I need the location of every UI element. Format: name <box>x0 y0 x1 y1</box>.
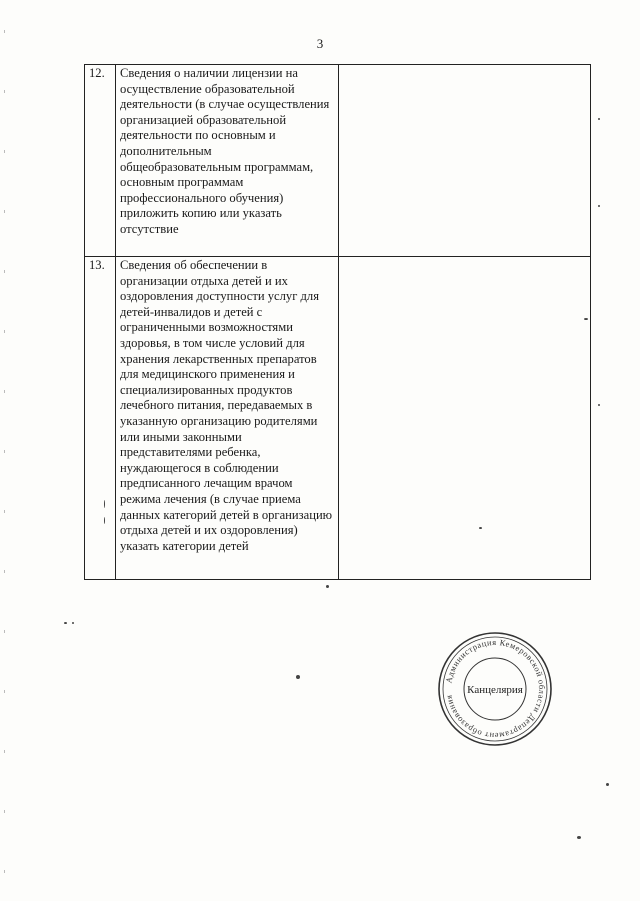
row-description: Сведения об обеспечении в организации отдыха детей и их оздоровления доступности услуг для детей-инвалидов и детей с ограниченными возможностями здоровья, в том числе условий для хранения лекарственных препаратов для медицинского применения и специализированных продуктов лечебного питания, передаваемых в указанную организацию родителями или иными законными представителями ребенка, нуждающегося в соблюдении предписанного лечащим врачом режима лечения (в случае приема данных категорий детей в организацию отдыха детей и их оздоровления) указать категории детей <box>116 257 339 580</box>
table-row <box>85 257 591 580</box>
scan-speck <box>577 836 581 839</box>
scan-speck <box>598 404 600 406</box>
row-description: Сведения о наличии лицензии на осуществление образовательной деятельности (в случае осуществления организацией образовательной деятельности по основным и дополнительным общеобразовательным программам, основным программам профессионального обучения) приложить копию или указать отсутствие <box>116 65 339 257</box>
scan-speck <box>296 675 300 679</box>
scan-speck <box>72 622 74 624</box>
scan-speck <box>104 517 105 524</box>
scan-speck <box>606 783 609 786</box>
row-number: 13. <box>85 257 116 580</box>
table-row <box>85 65 591 257</box>
page-number: 3 <box>316 36 324 51</box>
info-table <box>84 64 591 580</box>
scan-speck <box>64 622 67 624</box>
scan-speck <box>479 527 482 529</box>
scan-speck <box>598 205 600 207</box>
row-answer-cell[interactable] <box>339 257 591 580</box>
scan-margin-artifact <box>4 0 5 901</box>
scan-speck <box>584 318 588 320</box>
scan-speck <box>104 500 105 508</box>
row-number: 12. <box>85 65 116 257</box>
scan-speck <box>326 585 329 588</box>
stamp-center-text: Канцелярия <box>467 684 523 696</box>
scan-speck <box>598 118 600 120</box>
row-answer-cell[interactable] <box>339 65 591 257</box>
office-stamp <box>436 630 554 748</box>
stamp-ring-text: Администрация Кемеровской области Департамент образования <box>444 637 547 741</box>
